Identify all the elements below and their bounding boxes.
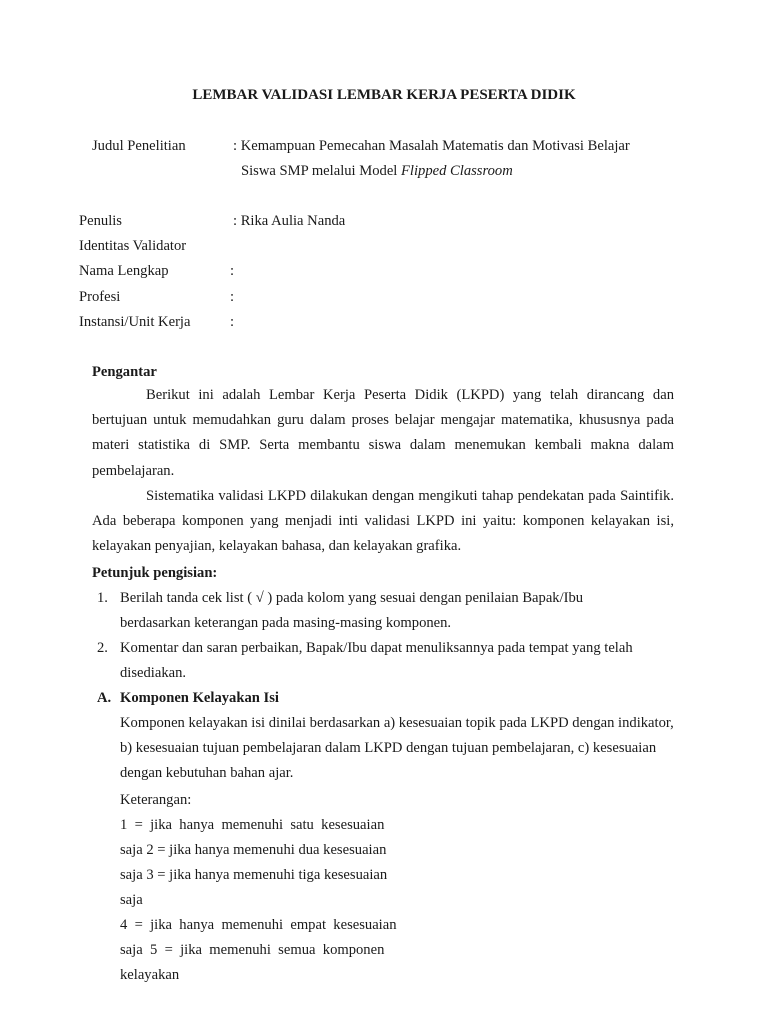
keterangan-label: Keterangan: [120, 792, 192, 808]
petunjuk-item-num: 2. [97, 640, 108, 656]
instansi-label: Instansi/Unit Kerja [79, 314, 191, 330]
pengantar-paragraph-1 [92, 383, 674, 484]
judul-value-line1: : Kemampuan Pemecahan Masalah Matematis dan Motivasi Belajar [233, 138, 630, 154]
judul-value-line2-text: Siswa SMP melalui Model [241, 163, 401, 179]
instansi-colon: : [230, 314, 235, 330]
judul-value-italic: Flipped Classroom [401, 163, 513, 179]
petunjuk-item-line: disediakan. [120, 665, 187, 681]
pengantar-paragraph-1-text: Berikut ini adalah Lembar Kerja Peserta Didik (LKPD) yang telah dirancang dan bertujuan untuk memudahkan guru dalam proses belajar mengajar matematika, khususnya pada materi statistika di SMP. Serta membantu siswa dalam menemukan kembali makna dalam pembelajaran. [92, 387, 674, 479]
section-a-heading: Komponen Kelayakan Isi [120, 690, 279, 706]
profesi-label: Profesi [79, 289, 121, 305]
pengantar-heading: Pengantar [92, 364, 157, 380]
pengantar-paragraph-2 [92, 484, 674, 560]
petunjuk-heading: Petunjuk pengisian: [92, 565, 218, 581]
profesi-colon: : [230, 289, 235, 305]
keterangan-line: saja 2 = jika hanya memenuhi dua kesesuaian [120, 842, 387, 858]
identitas-validator-label: Identitas Validator [79, 238, 187, 254]
section-a-letter: A. [97, 690, 112, 706]
keterangan-line: kelayakan [120, 967, 180, 983]
page-title: LEMBAR VALIDASI LEMBAR KERJA PESERTA DIDIK [192, 87, 576, 103]
petunjuk-item-line: Berilah tanda cek list ( √ ) pada kolom yang sesuai dengan penilaian Bapak/Ibu [120, 590, 584, 606]
penulis-label: Penulis [79, 213, 122, 229]
petunjuk-item-num: 1. [97, 590, 108, 606]
judul-value-line2 [241, 162, 513, 180]
section-a-description: Komponen kelayakan isi dinilai berdasarkan a) kesesuaian topik pada LKPD dengan indikator, b) kesesuaian tujuan pembelajaran dalam LKPD dengan tujuan pembelajaran, c) kesesuaian dengan kebutuhan bahan ajar. [120, 715, 674, 782]
penulis-value: : Rika Aulia Nanda [233, 213, 346, 229]
keterangan-line: 4 = jika hanya memenuhi empat kesesuaian [120, 917, 397, 933]
nama-lengkap-label: Nama Lengkap [79, 263, 169, 279]
nama-lengkap-colon: : [230, 263, 235, 279]
keterangan-line: saja 3 = jika hanya memenuhi tiga kesesuaian [120, 867, 388, 883]
petunjuk-item-line: Komentar dan saran perbaikan, Bapak/Ibu dapat menuliksannya pada tempat yang telah [120, 640, 633, 656]
keterangan-line: 1 = jika hanya memenuhi satu kesesuaian [120, 817, 385, 833]
petunjuk-item-line: berdasarkan keterangan pada masing-masing komponen. [120, 615, 452, 631]
keterangan-line: saja [120, 892, 143, 908]
pengantar-paragraph-2-text: Sistematika validasi LKPD dilakukan dengan mengikuti tahap pendekatan pada Saintifik. Ada beberapa komponen yang menjadi inti validasi LKPD ini yaitu: komponen kelayakan isi, kelayakan penyajian, kelayakan bahasa, dan kelayakan grafika. [92, 488, 674, 555]
judul-label: Judul Penelitian [92, 138, 186, 154]
keterangan-line: saja 5 = jika memenuhi semua komponen [120, 942, 385, 958]
